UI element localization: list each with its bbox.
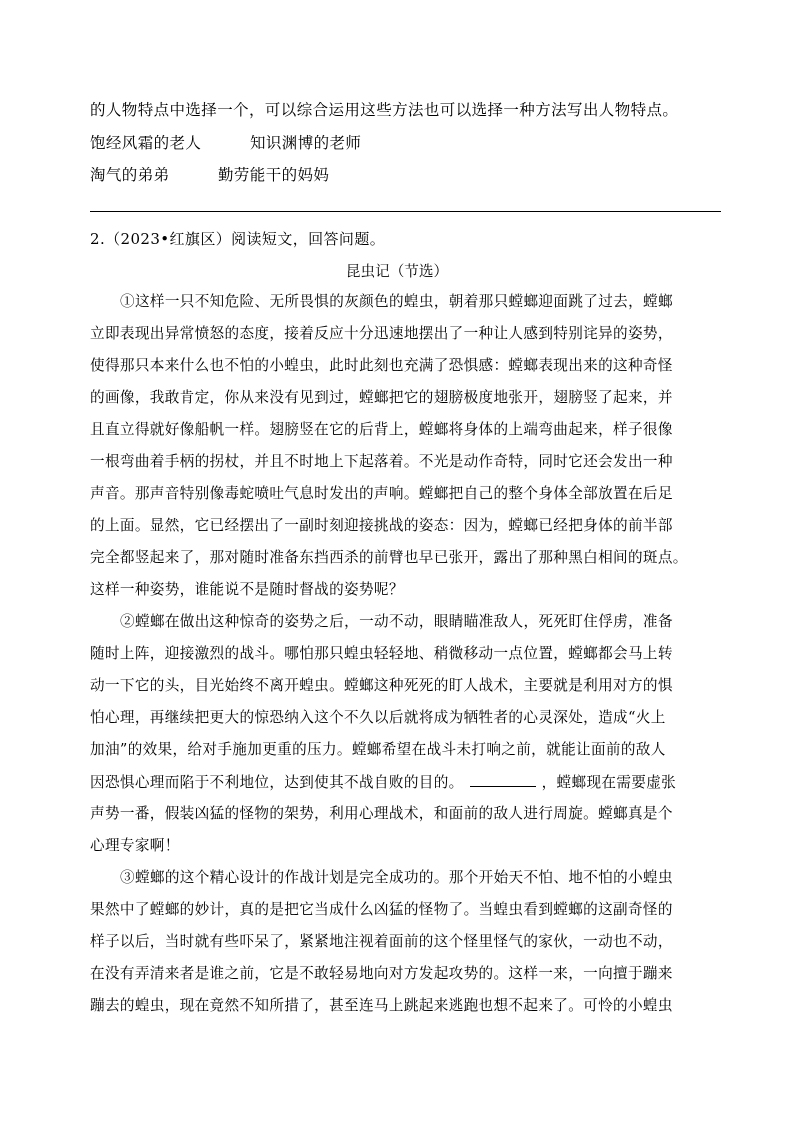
p2-blank-line (90, 772, 676, 793)
p1-line: 一根弯曲着手柄的拐杖，并且不时地上下起落着。不光是动作奇特，同时它还会发出一种 (90, 453, 673, 470)
answer-line[interactable] (90, 211, 721, 212)
passage-title: 昆虫记（节选） (345, 263, 449, 280)
question-header: 2.（2023•红旗区）阅读短文，回答问题。 (90, 230, 386, 248)
p1-line: 声音。那声音特别像毒蛇喷吐气息时发出的声响。螳螂把自己的整个身体全部放置在后足 (90, 485, 673, 502)
p1-line: ①这样一只不知危险、无所畏惧的灰颜色的蝗虫，朝着那只螳螂迎面跳了过去，螳螂 (120, 293, 673, 310)
option-mother: 勤劳能干的妈妈 (218, 166, 330, 184)
p2-line: 随时上阵，迎接激烈的战斗。哪怕那只蝗虫轻轻地、稍微移动一点位置，螳螂都会马上转 (90, 645, 673, 662)
option-teacher: 知识渊博的老师 (250, 134, 362, 152)
p1-line: 完全都竖起来了，那对随时准备东挡西杀的前臂也早已张开，露出了那种黑白相间的斑点。 (90, 549, 688, 566)
p2-line: 加油”的效果，给对手施加更重的压力。螳螂希望在战斗未打响之前，就能让面前的敌人 (90, 741, 666, 758)
option-brother: 淘气的弟弟 (90, 166, 170, 184)
p2-line: 怕心理，再继续把更大的惊恐纳入这个不久以后就将成为牺牲者的心灵深处，造成“火上 (90, 709, 666, 726)
p3-line: 蹦去的蝗虫，现在竟然不知所措了，甚至连马上跳起来逃跑也想不起来了。可怜的小蝗虫 (90, 997, 673, 1014)
p2-line: 声势一番，假装凶猛的怪物的架势，利用心理战术，和面前的敌人进行周旋。螳螂真是个 (90, 805, 673, 822)
p1-line: 立即表现出异常愤怒的态度，接着反应十分迅速地摆出了一种让人感到特别诧异的姿势， (90, 325, 673, 342)
instruction-text: 的人物特点中选择一个，可以综合运用这些方法也可以选择一种方法写出人物特点。 (90, 101, 679, 119)
p2-line-end: ，螳螂现在需要虚张 (541, 774, 677, 791)
p3-line: 在没有弄清来者是谁之前，它是不敢轻易地向对方发起攻势的。这样一来，一向擅于蹦来 (90, 965, 673, 982)
p2-line: ②螳螂在做出这种惊奇的姿势之后，一动不动，眼睛瞄准敌人，死死盯住俘虏，准备 (120, 613, 673, 630)
p3-line: ③螳螂的这个精心设计的作战计划是完全成功的。那个开始天不怕、地不怕的小蝗虫 (120, 869, 673, 886)
p1-line: 的画像，我敢肯定，你从来没有见到过，螳螂把它的翅膀极度地张开，翅膀竖了起来，并 (90, 389, 673, 406)
p1-line: 使得那只本来什么也不怕的小蝗虫，此时此刻也充满了恐惧感：螳螂表现出来的这种奇怪 (90, 357, 673, 374)
p2-line: 心理专家啊！ (90, 837, 180, 854)
p3-line: 样子以后，当时就有些吓呆了，紧紧地注视着面前的这个怪里怪气的家伙，一动也不动， (90, 933, 673, 950)
p2-line-start: 因恐惧心理而陷于不利地位，达到使其不战自败的目的。 (90, 774, 464, 791)
option-old-man: 饱经风霜的老人 (90, 134, 202, 152)
p1-line: 且直立得就好像船帆一样。翅膀竖在它的后背上，螳螂将身体的上端弯曲起来，样子很像 (90, 421, 673, 438)
p3-line: 果然中了螳螂的妙计，真的是把它当成什么凶猛的怪物了。当蝗虫看到螳螂的这副奇怪的 (90, 901, 673, 918)
fill-in-blank[interactable] (470, 772, 536, 787)
p2-line: 动一下它的头，目光始终不离开蝗虫。螳螂这种死死的盯人战术，主要就是利用对方的惧 (90, 677, 673, 694)
p1-line: 这样一种姿势，谁能说不是随时督战的姿势呢？ (90, 581, 404, 598)
p1-line: 的上面。显然，它已经摆出了一副时刻迎接挑战的姿态：因为，螳螂已经把身体的前半部 (90, 517, 673, 534)
